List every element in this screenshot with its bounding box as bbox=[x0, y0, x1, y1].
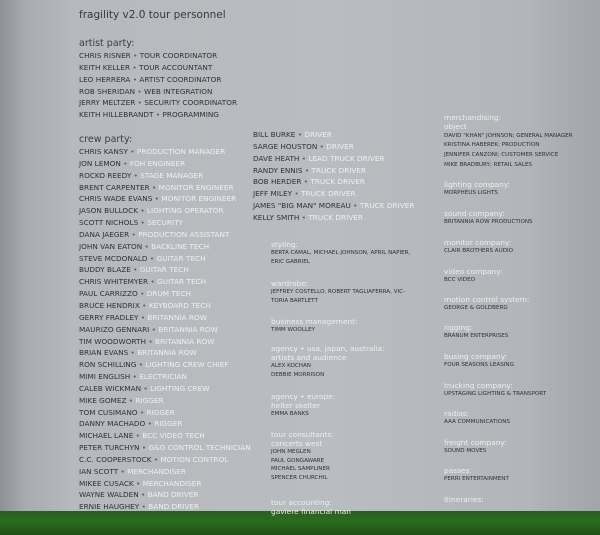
person-name: BOB HERDER bbox=[253, 177, 302, 187]
credit-line: DAVID "KHAN" JOHNSON; GENERAL MANAGER bbox=[444, 132, 573, 139]
credit-line: ALEX KOCHAN bbox=[271, 363, 311, 369]
person-name: RON SCHILLING bbox=[79, 360, 137, 370]
credit-block bbox=[444, 113, 573, 170]
person-name: BILL BURKE bbox=[253, 130, 296, 139]
person-name: TIM WOODWORTH bbox=[79, 336, 146, 346]
list-item bbox=[253, 165, 414, 177]
person-role: MONITOR ENGINEER bbox=[161, 194, 237, 204]
person-name: KEITH HILLEBRANDT bbox=[79, 110, 154, 120]
list-item bbox=[79, 276, 251, 288]
bullet-separator: • bbox=[143, 383, 148, 393]
person-name: JAMES "BIG MAN" MOREAU bbox=[253, 201, 351, 211]
list-item bbox=[79, 253, 251, 265]
credit-line: SPENCER CHURCHIL bbox=[271, 475, 328, 482]
list-item bbox=[79, 264, 251, 276]
credit-line: BERTA CAMAL, MICHAEL JOHNSON, APRIL NAPIER, bbox=[271, 250, 411, 256]
person-role: GUITAR TECH bbox=[156, 253, 206, 263]
person-name: CHRIS RISNER bbox=[79, 51, 131, 60]
person-name: DANA JAEGER bbox=[79, 229, 130, 239]
list-item bbox=[79, 62, 237, 74]
person-role: BACKLINE TECH bbox=[151, 241, 210, 251]
credit-line: CLAIR BROTHERS AUDIO bbox=[444, 248, 514, 255]
person-name: BUDDY BLAZE bbox=[79, 265, 131, 275]
bullet-separator: • bbox=[130, 348, 135, 358]
list-item bbox=[79, 205, 251, 217]
credit-line: SOUND MOVES bbox=[444, 448, 487, 455]
bullet-separator: • bbox=[138, 360, 143, 370]
bullet-separator: • bbox=[135, 431, 140, 441]
credit-line: DEBBIE MORRISON bbox=[271, 371, 325, 378]
person-name: CHRIS KANSY bbox=[79, 147, 128, 156]
list-item bbox=[253, 176, 414, 188]
credit-line: EMMA BANKS bbox=[271, 411, 309, 417]
credit-category: itineraries: bbox=[444, 495, 484, 504]
credit-line: KRISTINA HABEREK; PRODUCTION bbox=[444, 142, 540, 149]
bullet-separator: • bbox=[136, 478, 141, 488]
list-item bbox=[79, 217, 251, 229]
credit-line: BRANUM ENTERPRISES bbox=[444, 333, 509, 340]
person-name: KELLY SMITH bbox=[253, 212, 300, 222]
person-role: TRUCK DRIVER bbox=[301, 189, 356, 199]
credit-line: MORPHEUS LIGHTS bbox=[444, 190, 498, 197]
person-name: SARGE HOUSTON bbox=[253, 141, 318, 151]
credit-category: wardrobe: bbox=[271, 279, 309, 288]
credit-category: monitor company: bbox=[444, 238, 512, 247]
person-role: LIGHTING OPERATOR bbox=[146, 206, 224, 216]
list-item bbox=[79, 74, 237, 86]
bullet-separator: • bbox=[133, 51, 138, 60]
credit-block bbox=[444, 267, 503, 286]
list-item bbox=[79, 359, 251, 371]
bullet-separator: • bbox=[141, 502, 146, 512]
credit-block bbox=[271, 240, 410, 266]
bullet-separator: • bbox=[144, 241, 149, 251]
bullet-separator: • bbox=[153, 454, 159, 464]
person-name: CHRIS WADE EVANS bbox=[79, 194, 153, 204]
person-name: ROB SHERIDAN bbox=[79, 86, 136, 96]
person-name: JOHN VAN EATON bbox=[79, 241, 143, 251]
credit-block bbox=[444, 209, 533, 228]
crew-party-heading: crew party: bbox=[79, 134, 133, 145]
bullet-separator: • bbox=[149, 253, 155, 263]
credit-line: MICHAEL SAMPLINER bbox=[271, 466, 330, 473]
bullet-separator: • bbox=[353, 201, 358, 211]
person-role: MERCHANDISER bbox=[127, 466, 186, 476]
credit-line: ERIC GABRIEL bbox=[271, 258, 310, 265]
list-item bbox=[79, 300, 251, 312]
person-role: TOUR COORDINATOR bbox=[139, 51, 218, 60]
person-name: GERRY FRADLEY bbox=[79, 312, 139, 322]
person-role: BCC VIDEO TECH bbox=[142, 431, 205, 441]
bullet-separator: • bbox=[128, 395, 134, 405]
bullet-separator: • bbox=[131, 229, 136, 239]
bullet-separator: • bbox=[142, 300, 147, 310]
list-item bbox=[79, 182, 251, 194]
person-role: PRODUCTION ASSISTANT bbox=[138, 229, 230, 239]
page-title: fragility v2.0 tour personnel bbox=[79, 9, 226, 21]
list-item bbox=[79, 324, 251, 336]
credit-block bbox=[444, 495, 484, 504]
list-item bbox=[79, 466, 251, 478]
list-item bbox=[79, 501, 251, 513]
credit-block bbox=[271, 279, 405, 305]
list-item bbox=[79, 395, 251, 407]
credit-block bbox=[444, 295, 529, 314]
person-name: CHRIS WHITEMYER bbox=[79, 277, 149, 287]
credit-block bbox=[444, 466, 509, 485]
artist-party-heading: artist party: bbox=[79, 38, 135, 49]
credit-block bbox=[444, 238, 513, 257]
person-name: JON LEMON bbox=[79, 158, 121, 168]
credit-block bbox=[444, 352, 514, 371]
bullet-separator: • bbox=[133, 265, 138, 275]
list-item bbox=[79, 430, 251, 442]
crew-party-list-col2 bbox=[253, 129, 414, 224]
list-item bbox=[79, 418, 251, 430]
person-role: PROGRAMMING bbox=[162, 110, 219, 120]
artist-party-list bbox=[79, 50, 237, 121]
person-role: TRUCK DRIVER bbox=[311, 165, 367, 175]
list-item bbox=[79, 383, 251, 395]
credit-line: PERRI ENTERTAINMENT bbox=[444, 476, 509, 483]
bullet-separator: • bbox=[152, 182, 157, 192]
credit-block bbox=[271, 498, 351, 516]
bullet-separator: • bbox=[301, 212, 306, 222]
person-name: WAYNE WALDEN bbox=[79, 490, 139, 500]
credit-line: BRITANNIA ROW PRODUCTIONS bbox=[444, 219, 533, 226]
credit-subcategory: gaviere financial man bbox=[271, 507, 351, 516]
person-name: MIKEE CUSACK bbox=[79, 478, 134, 488]
person-role: DRUM TECH bbox=[146, 289, 192, 299]
person-name: SCOTT NICHOLS bbox=[79, 218, 139, 228]
credit-subcategory: artists and audience bbox=[271, 353, 347, 362]
list-item bbox=[79, 442, 251, 454]
person-name: DANNY MACHADO bbox=[79, 419, 146, 429]
list-item bbox=[79, 158, 251, 170]
credit-line: PAUL GONGAWARE bbox=[271, 457, 325, 464]
bullet-separator: • bbox=[120, 466, 125, 476]
credit-line: JOHN MEGLEN bbox=[271, 449, 311, 455]
credit-block bbox=[271, 317, 358, 335]
credit-block bbox=[271, 392, 335, 419]
person-name: BRIAN EVANS bbox=[79, 348, 129, 358]
person-role: MOTION CONTROL bbox=[160, 454, 229, 464]
person-role: STAGE MANAGER bbox=[140, 170, 204, 180]
credit-block bbox=[444, 381, 546, 400]
list-item bbox=[79, 170, 251, 182]
person-name: PETER TURCHYN bbox=[79, 443, 140, 453]
person-role: LIGHTING CREW bbox=[150, 383, 210, 393]
person-name: DAVE HEATH bbox=[253, 153, 300, 163]
bullet-separator: • bbox=[301, 153, 307, 163]
credit-line: GEORGE & GOLDBERG bbox=[444, 305, 508, 312]
list-item bbox=[79, 489, 251, 501]
person-role: BRITANNIA ROW bbox=[158, 324, 218, 334]
credit-category: business management: bbox=[271, 317, 358, 326]
person-role: KEYBOARD TECH bbox=[148, 300, 211, 310]
list-item bbox=[79, 109, 237, 121]
bullet-separator: • bbox=[132, 74, 137, 84]
person-role: GUITAR TECH bbox=[139, 265, 189, 275]
list-item bbox=[79, 407, 251, 419]
credit-line: UPSTAGING LIGHTING & TRANSPORT bbox=[444, 391, 547, 398]
credit-line: JENNIFER CANZONI; CUSTOMER SERVICE bbox=[444, 152, 559, 158]
bullet-separator: • bbox=[154, 194, 159, 204]
credit-category: tour accounting: bbox=[271, 498, 332, 507]
credit-subcategory: object bbox=[444, 122, 467, 132]
bullet-separator: • bbox=[130, 147, 135, 156]
person-name: ERNIE HAUGHEY bbox=[79, 502, 140, 512]
person-name: MIKE GOMEZ bbox=[79, 395, 127, 405]
bullet-separator: • bbox=[319, 141, 324, 151]
list-item bbox=[253, 200, 414, 212]
bullet-separator: • bbox=[297, 130, 303, 139]
credit-category: freight company: bbox=[444, 438, 507, 447]
credit-category: video company: bbox=[444, 267, 503, 276]
bullet-separator: • bbox=[140, 312, 146, 322]
person-role: FOH ENGINEER bbox=[129, 158, 186, 168]
list-item bbox=[79, 193, 251, 205]
person-name: PAUL CARRIZZO bbox=[79, 289, 138, 299]
person-name: LEO HERRERA bbox=[79, 74, 131, 84]
person-role: MERCHANDISER bbox=[142, 478, 202, 488]
person-role: ELECTRICIAN bbox=[139, 372, 188, 382]
list-item bbox=[253, 212, 414, 224]
bullet-separator: • bbox=[123, 158, 128, 168]
credit-category: agency • europe: bbox=[271, 392, 336, 401]
list-item bbox=[79, 97, 237, 109]
person-role: LEAD TRUCK DRIVER bbox=[308, 153, 385, 163]
person-name: CALEB WICKMAN bbox=[79, 383, 142, 393]
person-role: TOUR ACCOUNTANT bbox=[139, 62, 213, 72]
bullet-separator: • bbox=[140, 218, 145, 228]
credit-category: rigging: bbox=[444, 323, 473, 332]
bullet-separator: • bbox=[148, 336, 153, 346]
person-name: IAN SCOTT bbox=[79, 466, 119, 476]
bullet-separator: • bbox=[137, 98, 142, 108]
list-item bbox=[79, 336, 251, 348]
bullet-separator: • bbox=[141, 443, 147, 453]
credit-block bbox=[271, 344, 385, 379]
list-item bbox=[79, 50, 237, 62]
person-role: RIGGER bbox=[146, 407, 175, 417]
person-role: GUITAR TECH bbox=[157, 277, 207, 287]
person-role: TRUCK DRIVER bbox=[308, 212, 363, 222]
list-item bbox=[79, 241, 251, 253]
list-item bbox=[253, 188, 414, 200]
credit-line: TIMM WOOLLEY bbox=[271, 327, 316, 333]
credit-block bbox=[444, 323, 508, 342]
person-name: ROCKO REEDY bbox=[79, 170, 132, 180]
credit-subcategory: helter skelter bbox=[271, 401, 321, 410]
person-role: G&G CONTROL TECHNICIAN bbox=[148, 443, 251, 453]
credit-category: lighting company: bbox=[444, 180, 511, 189]
person-name: MICHAEL LANE bbox=[79, 431, 134, 441]
credit-line: AAA COMMUNICATIONS bbox=[444, 419, 510, 426]
person-role: RIGGER bbox=[135, 395, 164, 405]
person-role: LIGHTING CREW CHIEF bbox=[145, 360, 229, 370]
credit-category: busing company: bbox=[444, 352, 508, 361]
list-item bbox=[79, 347, 251, 359]
list-item bbox=[79, 312, 251, 324]
list-item bbox=[79, 371, 251, 383]
person-name: STEVE MCDONALD bbox=[79, 253, 148, 263]
credit-category: passes: bbox=[444, 466, 472, 475]
bullet-separator: • bbox=[140, 490, 146, 500]
bullet-separator: • bbox=[132, 62, 137, 72]
credit-category: agency • usa, japan, australia: bbox=[271, 344, 385, 353]
credit-category: tour consultants: bbox=[271, 430, 334, 439]
person-role: SECURITY COORDINATOR bbox=[144, 98, 238, 108]
person-name: MIMI ENGLISH bbox=[79, 372, 131, 382]
list-item bbox=[79, 478, 251, 490]
list-item bbox=[79, 146, 251, 158]
person-name: BRUCE HENDRIX bbox=[79, 300, 140, 310]
credit-line: TORIA BARTLETT bbox=[271, 297, 318, 304]
person-role: BRITANNIA ROW bbox=[154, 336, 215, 346]
person-role: SECURITY bbox=[147, 218, 184, 228]
list-item bbox=[253, 141, 414, 153]
bullet-separator: • bbox=[304, 165, 310, 175]
credit-category: motion control system: bbox=[444, 295, 530, 304]
bullet-separator: • bbox=[147, 419, 152, 429]
crew-party-list bbox=[79, 146, 251, 513]
credit-block bbox=[444, 180, 510, 199]
person-role: BAND DRIVER bbox=[148, 502, 200, 512]
person-name: BRENT CARPENTER bbox=[79, 182, 150, 192]
person-role: TRUCK DRIVER bbox=[359, 201, 415, 211]
person-name: KEITH KELLER bbox=[79, 62, 131, 72]
person-role: PRODUCTION MANAGER bbox=[136, 147, 226, 156]
list-item bbox=[253, 129, 414, 141]
bullet-separator: • bbox=[132, 372, 137, 382]
credit-block bbox=[444, 438, 507, 457]
person-name: MAURIZO GENNARI bbox=[79, 324, 150, 334]
person-role: MONITOR ENGINEER bbox=[158, 182, 234, 192]
bullet-separator: • bbox=[151, 324, 156, 334]
person-role: RIGGER bbox=[154, 419, 183, 429]
credit-category: radios: bbox=[444, 409, 470, 418]
bullet-separator: • bbox=[294, 189, 299, 199]
person-name: JEFF MILEY bbox=[253, 189, 293, 199]
bullet-separator: • bbox=[140, 289, 145, 299]
person-name: C.C. COOPERSTOCK bbox=[79, 454, 152, 464]
list-item bbox=[79, 86, 237, 98]
person-role: WEB INTEGRATION bbox=[144, 86, 213, 96]
person-role: DRIVER bbox=[326, 141, 354, 151]
bullet-separator: • bbox=[140, 206, 145, 216]
person-name: JASON BULLOCK bbox=[79, 206, 139, 216]
bullet-separator: • bbox=[155, 110, 161, 120]
list-item bbox=[253, 153, 414, 165]
list-item bbox=[79, 454, 251, 466]
person-role: BAND DRIVER bbox=[147, 490, 199, 500]
person-name: JERRY MELTZER bbox=[79, 98, 136, 108]
credit-category: sound company: bbox=[444, 209, 505, 218]
credit-line: BCC VIDEO bbox=[444, 277, 476, 284]
person-name: RANDY ENNIS bbox=[253, 165, 303, 175]
credit-category: styling: bbox=[271, 240, 299, 249]
bullet-separator: • bbox=[133, 170, 138, 180]
credit-category: trucking company: bbox=[444, 381, 513, 390]
list-item bbox=[79, 288, 251, 300]
credit-category: merchandising: bbox=[444, 113, 502, 122]
list-item bbox=[79, 229, 251, 241]
bullet-separator: • bbox=[139, 407, 145, 417]
credit-subcategory: concerts west bbox=[271, 439, 323, 448]
person-role: BRITANNIA ROW bbox=[137, 348, 197, 358]
person-role: DRIVER bbox=[304, 130, 332, 139]
person-name: TOM CUSIMANO bbox=[79, 407, 138, 417]
credit-block bbox=[271, 430, 334, 483]
credit-block bbox=[444, 409, 510, 428]
credit-line: FOUR SEASONS LEASING bbox=[444, 362, 514, 369]
bullet-separator: • bbox=[137, 86, 142, 96]
credit-line: MIKE BRADBURY; RETAIL SALES bbox=[444, 161, 533, 168]
person-role: TRUCK DRIVER bbox=[310, 177, 365, 187]
person-role: BRITANNIA ROW bbox=[147, 312, 207, 322]
bullet-separator: • bbox=[150, 277, 155, 287]
person-role: ARTIST COORDINATOR bbox=[139, 74, 222, 84]
bullet-separator: • bbox=[303, 177, 309, 187]
credit-line: JEFFREY COSTELLO, ROBERT TAGLIAFERRA, VIC- bbox=[271, 289, 406, 295]
